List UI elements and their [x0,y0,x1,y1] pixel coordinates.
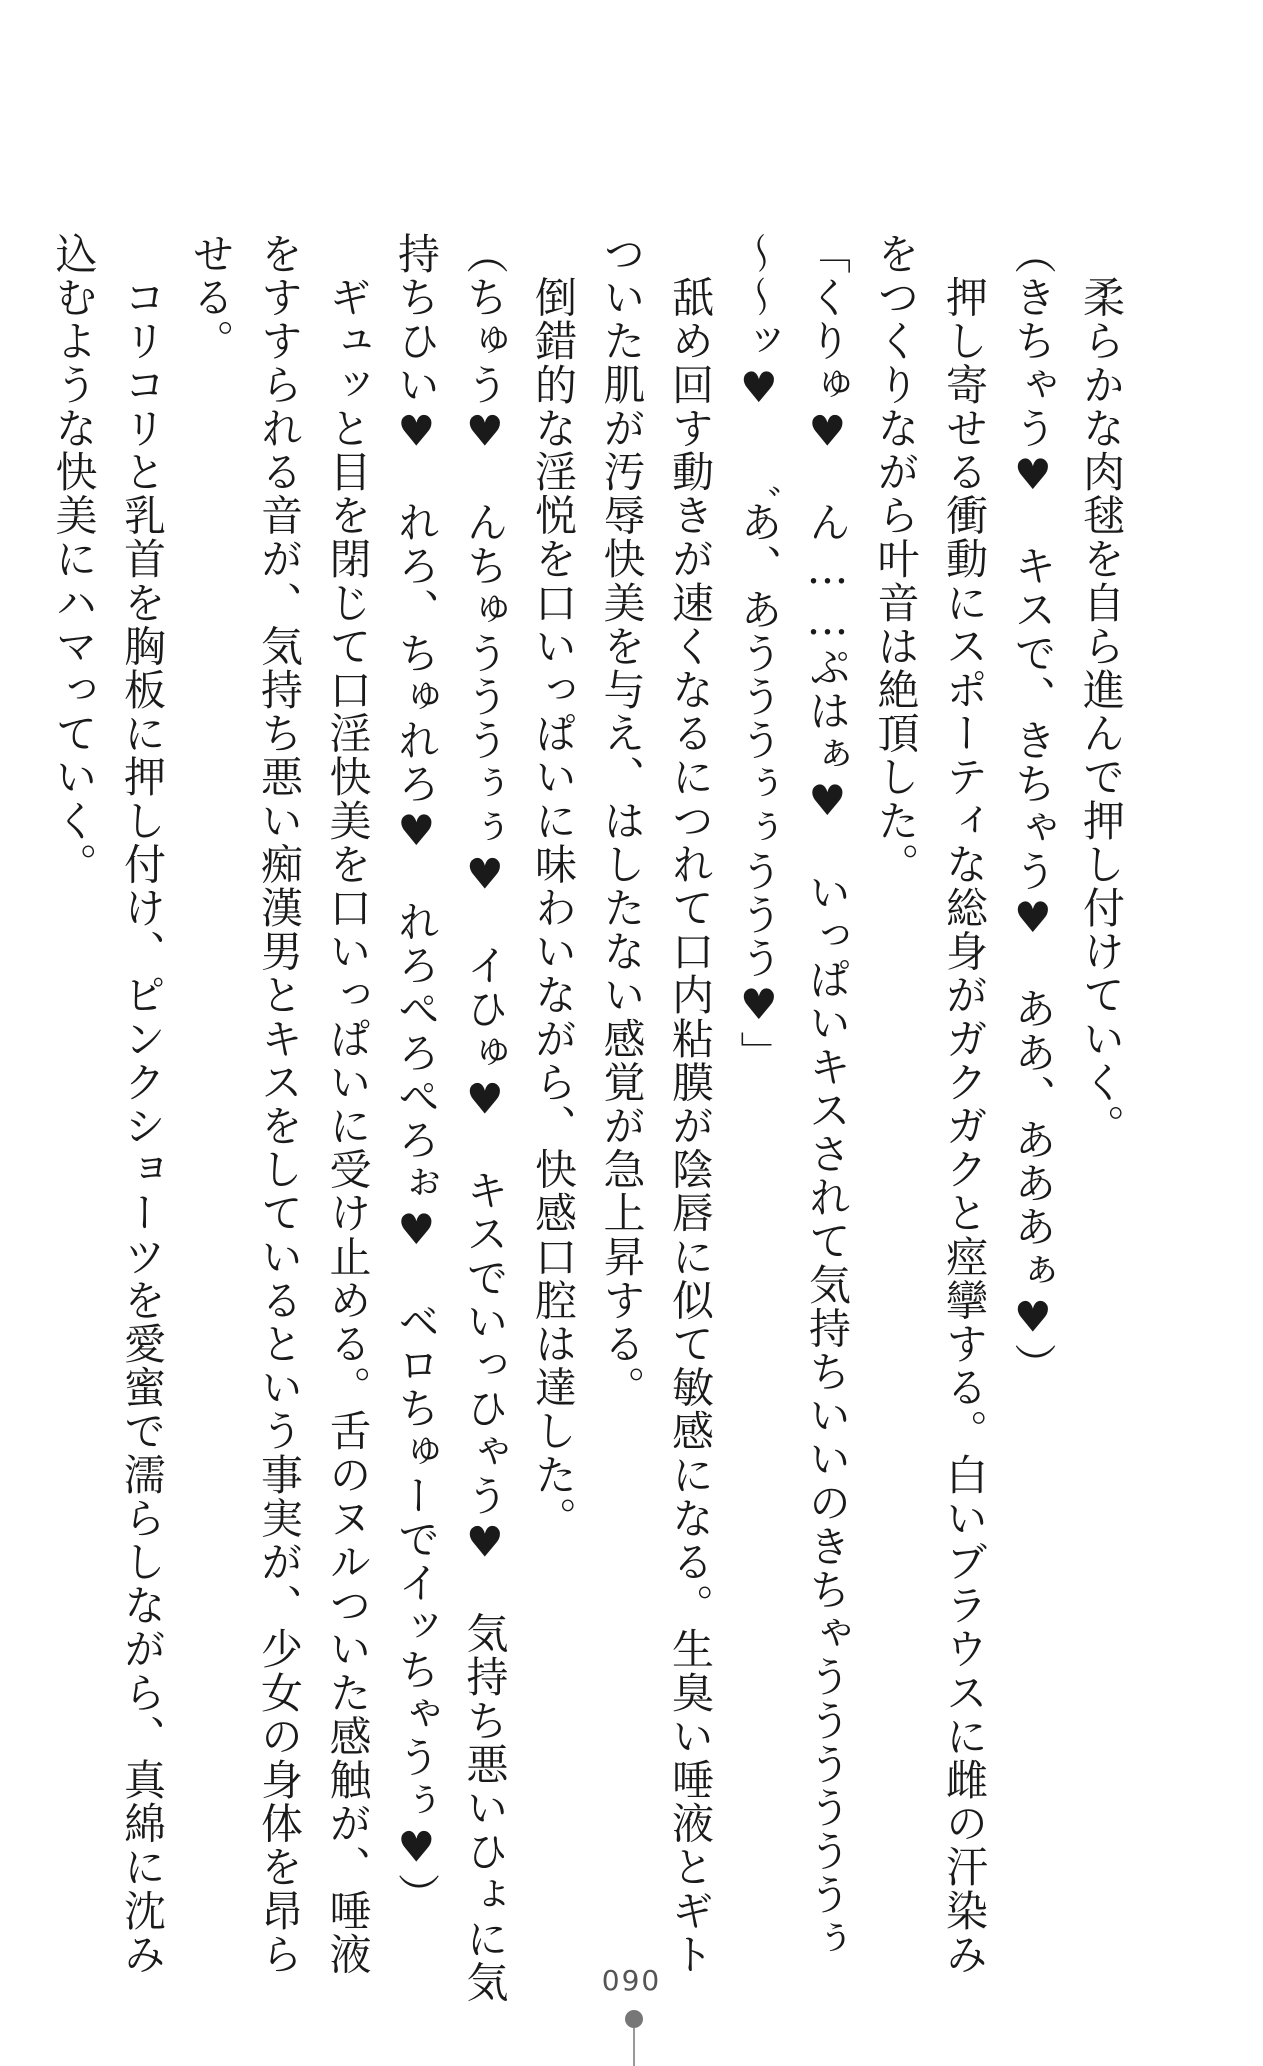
text-line: 押し寄せる衝動にスポーティな総身がガクガクと痙攣する。白いブラウスに雌の汗染み [940,232,989,1976]
text-line: 持ちひい♥ れろ、ちゅれろ♥ れろぺろぺろぉ♥ ベロちゅーでイッちゃうぅ♥） [392,232,441,1917]
text-line: ついた肌が汚辱快美を与え、はしたない感覚が急上昇する。 [597,232,647,1410]
text-line: 柔らかな肉毬を自ら進んで押し付けていく。 [1077,232,1126,1148]
text-line: をつくりながら叶音は絶頂した。 [871,232,921,886]
page-marker-line [633,2028,635,2066]
text-line: 倒錯的な淫悦を口いっぱいに味わいながら、快感口腔は達した。 [529,232,578,1540]
text-line: 「くりゅ♥ ん……ぷはぁ♥ いっぱいキスされて気持ちいいのきちゃううううううぅ [803,232,852,1961]
text-line: ギュッと目を閉じて口淫快美を口いっぱいに受け止める。舌のヌルついた感触が、唾液 [323,232,373,1976]
text-line: 込むような快美にハマっていく。 [49,232,99,886]
text-line: せる。 [186,232,236,363]
page-number: 090 [601,1964,662,1997]
text-line: をすすられる音が、気持ち悪い痴漢男とキスをしているという事実が、少女の身体を昂ら [255,232,304,1976]
text-line: 舐め回す動きが速くなるにつれて口内粘膜が陰唇に似て敏感になる。生臭い唾液とギト [666,232,715,1976]
text-line: 〜〜ッ♥ ゛あ、あうううぅぅううう♥」 [734,232,784,1075]
page-marker-dot [625,2010,643,2028]
text-line: コリコリと乳首を胸板に押し付け、ピンクショーツを愛蜜で濡らしながら、真綿に沈み [118,232,167,1976]
text-line: （ちゅう♥ んちゅうううぅぅ♥ イひゅ♥ キスでいっひゃう♥ 気持ち悪いひょに気 [460,232,510,2004]
text-line: （きちゃう♥ キスで、きちゃう♥ ああ、あああぁ♥） [1008,232,1058,1387]
